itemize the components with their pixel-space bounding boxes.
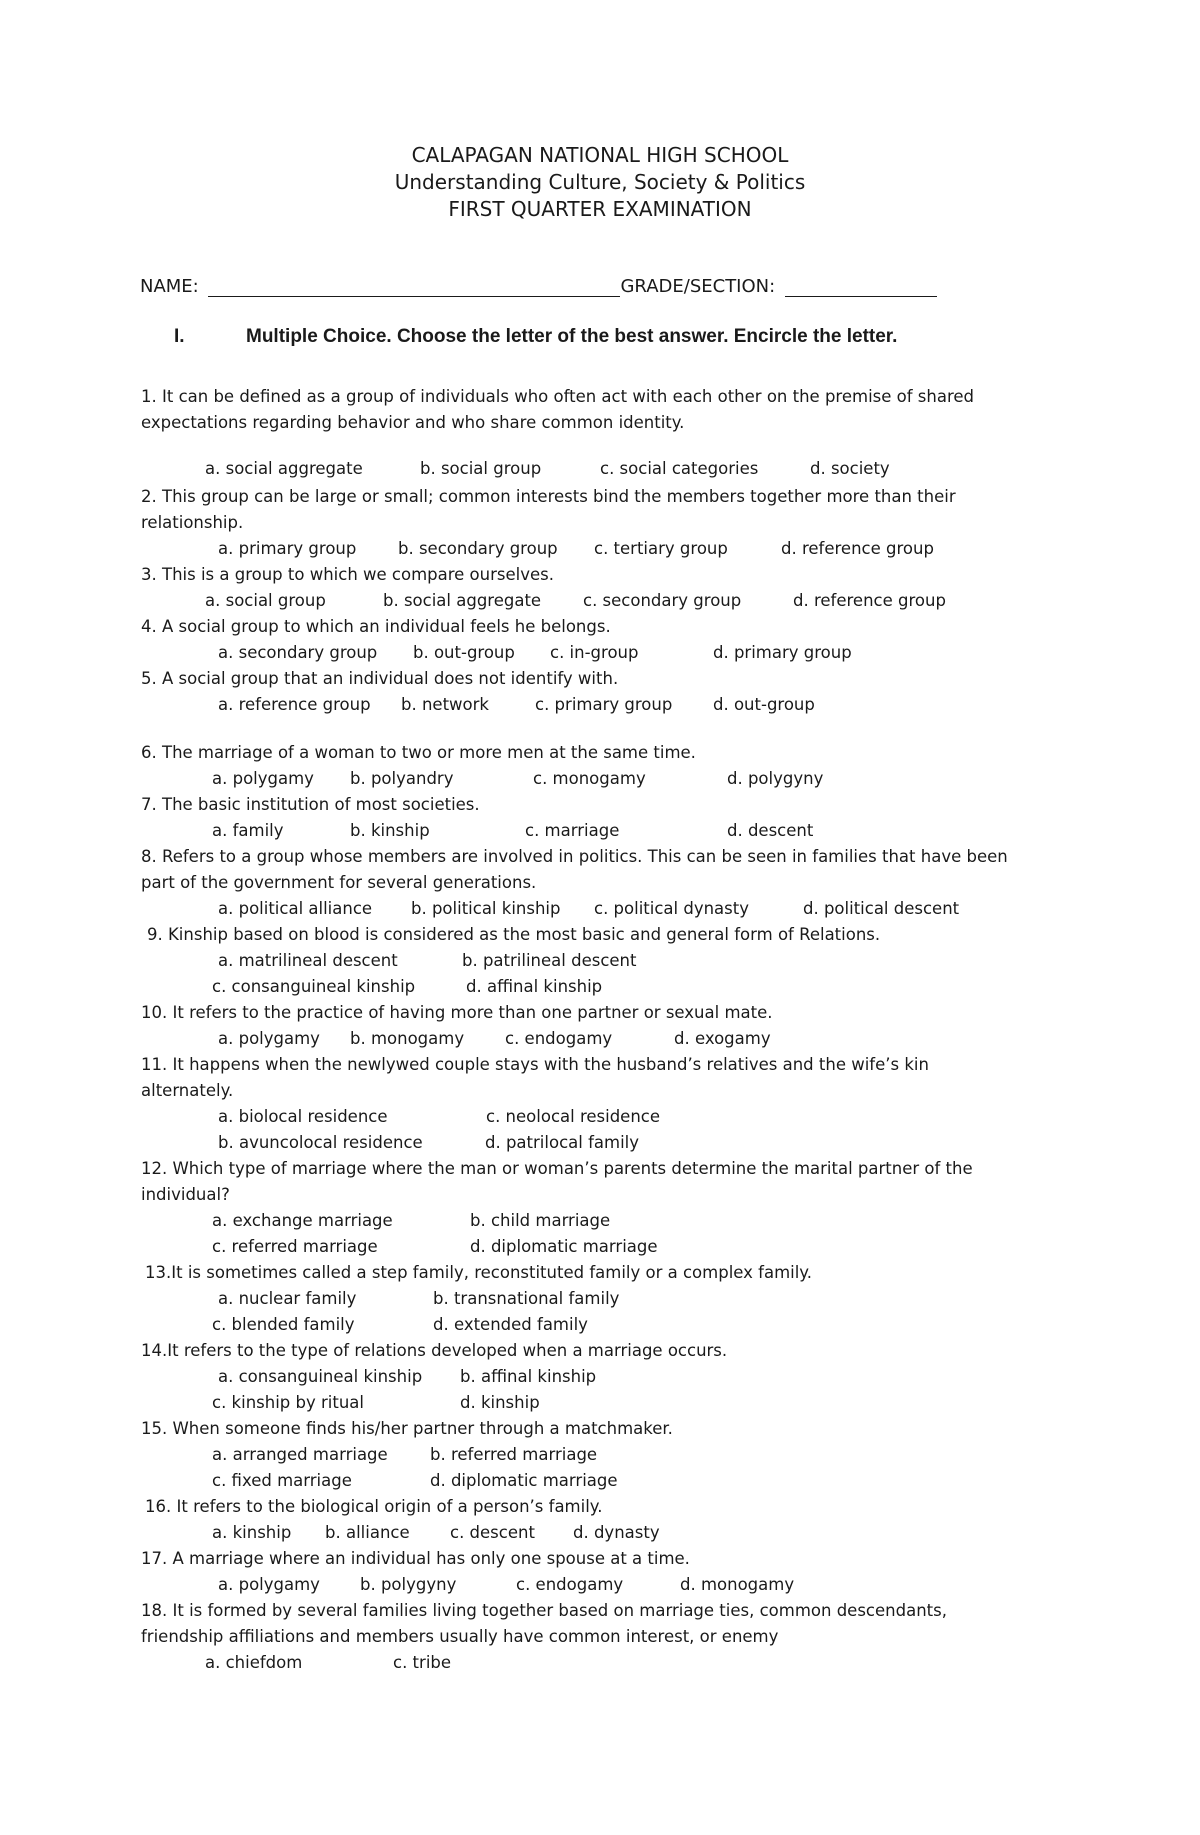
question-9-option[interactable]: a. matrilineal descent (218, 951, 398, 970)
question-7-option[interactable]: d. descent (727, 821, 814, 840)
question-5-option[interactable]: a. reference group (218, 695, 371, 714)
question-15-option[interactable]: d. diplomatic marriage (430, 1471, 618, 1490)
instruction-text: Multiple Choice. Choose the letter of the best answer. Encircle the letter. (246, 326, 898, 347)
question-4-text: 4. A social group to which an individual feels he belongs. (141, 617, 611, 636)
question-18-option[interactable]: c. tribe (393, 1653, 452, 1672)
subject-title: Understanding Culture, Society & Politics (394, 170, 806, 194)
question-3-option[interactable]: d. reference group (793, 591, 946, 610)
question-14-option[interactable]: b. affinal kinship (460, 1367, 597, 1386)
question-2-text: relationship. (141, 513, 244, 532)
question-12-option[interactable]: b. child marriage (470, 1211, 611, 1230)
question-2-option[interactable]: a. primary group (218, 539, 357, 558)
question-10-option[interactable]: b. monogamy (350, 1029, 465, 1048)
question-13-text: 13.It is sometimes called a step family, reconstituted family or a complex family. (145, 1263, 812, 1282)
question-17-option[interactable]: b. polygyny (360, 1575, 457, 1594)
question-11-option[interactable]: b. avuncolocal residence (218, 1133, 423, 1152)
question-13-option[interactable]: c. blended family (212, 1315, 355, 1334)
question-12-text: individual? (141, 1185, 230, 1204)
question-17-option[interactable]: a. polygamy (218, 1575, 320, 1594)
question-11-text: alternately. (141, 1081, 234, 1100)
question-10-option[interactable]: d. exogamy (674, 1029, 771, 1048)
question-8-text: 8. Refers to a group whose members are involved in politics. This can be seen in families that have been (141, 847, 1008, 866)
question-15-option[interactable]: a. arranged marriage (212, 1445, 388, 1464)
name-label: NAME: (140, 276, 199, 297)
question-1-option[interactable]: a. social aggregate (205, 459, 363, 478)
question-6-option[interactable]: c. monogamy (533, 769, 646, 788)
question-5-option[interactable]: c. primary group (535, 695, 673, 714)
question-10-option[interactable]: a. polygamy (218, 1029, 320, 1048)
question-4-option[interactable]: b. out-group (413, 643, 515, 662)
section-number: I. (174, 326, 185, 347)
question-15-option[interactable]: b. referred marriage (430, 1445, 598, 1464)
question-6-option[interactable]: b. polyandry (350, 769, 454, 788)
question-1-text: 1. It can be defined as a group of individuals who often act with each other on the premise of shared (141, 387, 975, 406)
question-3-option[interactable]: b. social aggregate (383, 591, 542, 610)
question-2-option[interactable]: b. secondary group (398, 539, 558, 558)
question-4-option[interactable]: c. in-group (550, 643, 639, 662)
question-5-option[interactable]: d. out-group (713, 695, 815, 714)
question-18-option[interactable]: a. chiefdom (205, 1653, 303, 1672)
question-7-option[interactable]: b. kinship (350, 821, 430, 840)
question-2-option[interactable]: d. reference group (781, 539, 934, 558)
question-13-option[interactable]: d. extended family (433, 1315, 588, 1334)
question-3-option[interactable]: a. social group (205, 591, 326, 610)
question-18-text: friendship affiliations and members usually have common interest, or enemy (141, 1627, 779, 1646)
question-6-option[interactable]: d. polygyny (727, 769, 824, 788)
question-12-text: 12. Which type of marriage where the man or woman’s parents determine the marital partner of the (141, 1159, 973, 1178)
question-3-option[interactable]: c. secondary group (583, 591, 742, 610)
question-10-option[interactable]: c. endogamy (505, 1029, 613, 1048)
question-9-option[interactable]: d. affinal kinship (466, 977, 603, 996)
question-9-option[interactable]: c. consanguineal kinship (212, 977, 416, 996)
question-17-text: 17. A marriage where an individual has only one spouse at a time. (141, 1549, 690, 1568)
question-12-option[interactable]: a. exchange marriage (212, 1211, 393, 1230)
question-14-option[interactable]: c. kinship by ritual (212, 1393, 364, 1412)
question-7-text: 7. The basic institution of most societies. (141, 795, 480, 814)
question-8-text: part of the government for several generations. (141, 873, 537, 892)
school-name: CALAPAGAN NATIONAL HIGH SCHOOL (411, 143, 789, 167)
question-12-option[interactable]: c. referred marriage (212, 1237, 378, 1256)
question-11-text: 11. It happens when the newlywed couple stays with the husband’s relatives and the wife’s kin (141, 1055, 929, 1074)
question-1-text: expectations regarding behavior and who share common identity. (141, 413, 685, 432)
question-6-text: 6. The marriage of a woman to two or more men at the same time. (141, 743, 696, 762)
question-14-text: 14.It refers to the type of relations developed when a marriage occurs. (141, 1341, 728, 1360)
question-6-option[interactable]: a. polygamy (212, 769, 314, 788)
question-1-option[interactable]: c. social categories (600, 459, 759, 478)
question-5-text: 5. A social group that an individual does not identify with. (141, 669, 619, 688)
section-instruction (174, 326, 897, 348)
question-1-option[interactable]: b. social group (420, 459, 542, 478)
question-4-option[interactable]: a. secondary group (218, 643, 378, 662)
question-10-text: 10. It refers to the practice of having more than one partner or sexual mate. (141, 1003, 773, 1022)
question-17-option[interactable]: d. monogamy (680, 1575, 795, 1594)
question-15-option[interactable]: c. fixed marriage (212, 1471, 352, 1490)
question-14-option[interactable]: a. consanguineal kinship (218, 1367, 423, 1386)
question-8-option[interactable]: c. political dynasty (594, 899, 750, 918)
question-18-text: 18. It is formed by several families living together based on marriage ties, common descendants, (141, 1601, 947, 1620)
question-12-option[interactable]: d. diplomatic marriage (470, 1237, 658, 1256)
question-5-option[interactable]: b. network (401, 695, 489, 714)
question-11-option[interactable]: d. patrilocal family (485, 1133, 640, 1152)
question-11-option[interactable]: a. biolocal residence (218, 1107, 388, 1126)
question-13-option[interactable]: b. transnational family (433, 1289, 620, 1308)
question-4-option[interactable]: d. primary group (713, 643, 852, 662)
question-16-text: 16. It refers to the biological origin of a person’s family. (145, 1497, 603, 1516)
question-16-option[interactable]: c. descent (450, 1523, 535, 1542)
question-17-option[interactable]: c. endogamy (516, 1575, 624, 1594)
question-8-option[interactable]: a. political alliance (218, 899, 373, 918)
question-7-option[interactable]: a. family (212, 821, 284, 840)
question-9-option[interactable]: b. patrilineal descent (462, 951, 637, 970)
question-16-option[interactable]: a. kinship (212, 1523, 292, 1542)
question-9-text: 9. Kinship based on blood is considered as the most basic and general form of Relations. (147, 925, 881, 944)
question-15-text: 15. When someone finds his/her partner through a matchmaker. (141, 1419, 673, 1438)
question-11-option[interactable]: c. neolocal residence (486, 1107, 661, 1126)
question-16-option[interactable]: d. dynasty (573, 1523, 660, 1542)
exam-title: FIRST QUARTER EXAMINATION (448, 197, 752, 221)
question-1-option[interactable]: d. society (810, 459, 890, 478)
name-grade-row (140, 276, 937, 297)
question-3-text: 3. This is a group to which we compare ourselves. (141, 565, 554, 584)
question-2-option[interactable]: c. tertiary group (594, 539, 728, 558)
question-7-option[interactable]: c. marriage (525, 821, 620, 840)
name-blank[interactable] (208, 276, 620, 297)
grade-section-blank[interactable] (785, 276, 937, 297)
question-16-option[interactable]: b. alliance (325, 1523, 410, 1542)
question-8-option[interactable]: b. political kinship (411, 899, 561, 918)
question-14-option[interactable]: d. kinship (460, 1393, 540, 1412)
question-13-option[interactable]: a. nuclear family (218, 1289, 357, 1308)
grade-section-label: GRADE/SECTION: (620, 276, 776, 297)
question-8-option[interactable]: d. political descent (803, 899, 960, 918)
question-2-text: 2. This group can be large or small; common interests bind the members together more than their (141, 487, 956, 506)
